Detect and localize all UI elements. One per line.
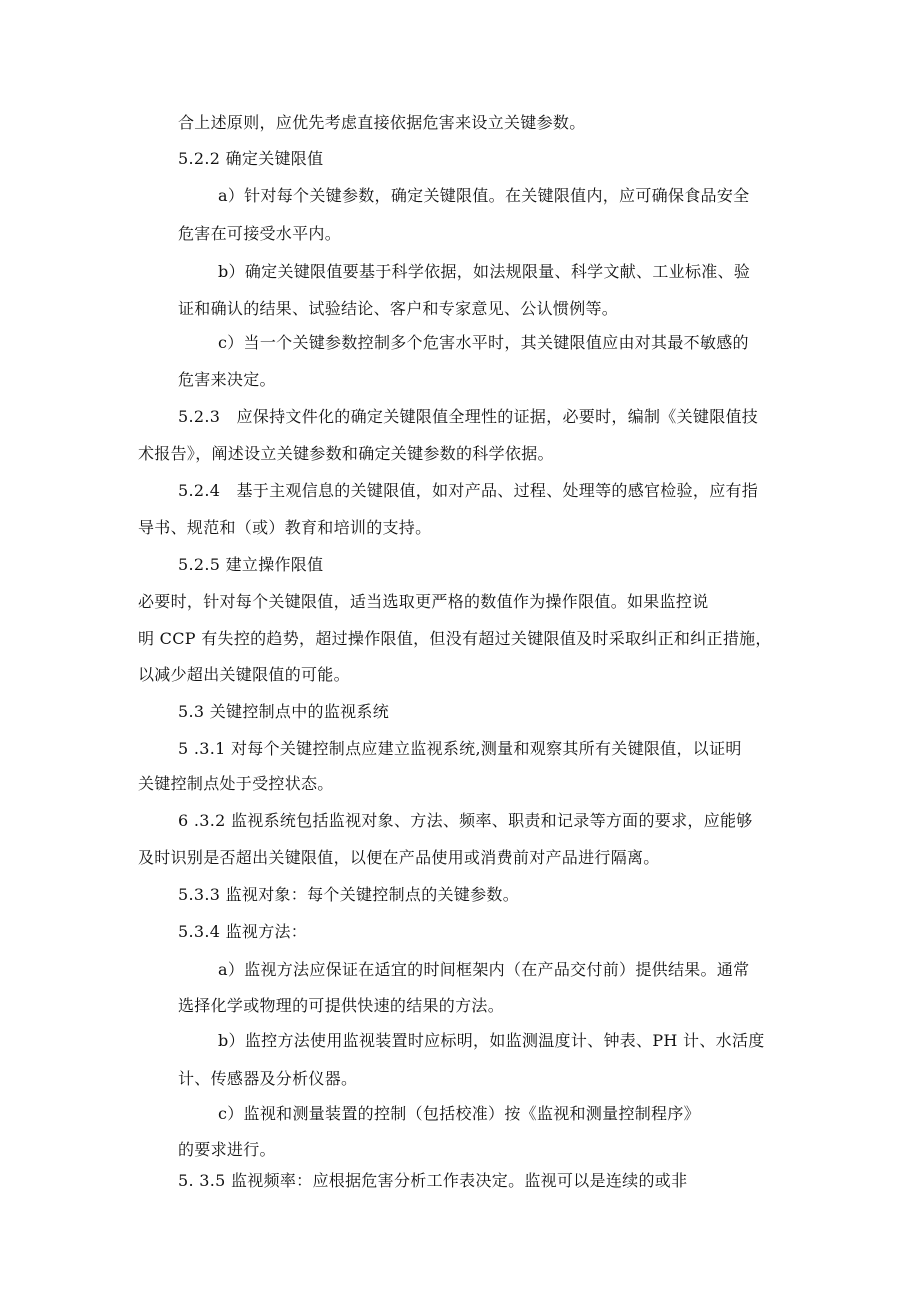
paragraph-line: 证和确认的结果、试验结论、客户和专家意见、公认惯例等。 xyxy=(178,299,619,318)
section-heading: 5.3 关键控制点中的监视系统 xyxy=(178,702,390,721)
paragraph-line: 计、传感器及分析仪器。 xyxy=(178,1069,358,1088)
paragraph-line: 危害来决定。 xyxy=(178,370,276,389)
paragraph-line: 明 CCP 有失控的趋势，超过操作限值，但没有超过关键限值及时采取纠正和纠正措施， xyxy=(138,629,772,648)
paragraph-line: 导书、规范和（或）教育和培训的支持。 xyxy=(138,518,432,537)
paragraph-line: c）当一个关键参数控制多个危害水平时，其关键限值应由对其最不敏感的 xyxy=(218,333,749,352)
paragraph-line: 6 .3.2 监视系统包括监视对象、方法、频率、职责和记录等方面的要求，应能够 xyxy=(178,811,753,830)
paragraph-line: 5 .3.1 对每个关键控制点应建立监视系统,测量和观察其所有关键限值，以证明 xyxy=(178,739,742,758)
section-heading: 5.3.4 监视方法： xyxy=(178,922,308,941)
paragraph-line: 5.3.3 监视对象：每个关键控制点的关键参数。 xyxy=(178,885,519,904)
paragraph-line: b）确定关键限值要基于科学依据，如法规限量、科学文献、工业标准、验 xyxy=(218,262,751,281)
paragraph-line: 必要时，针对每个关键限值，适当选取更严格的数值作为操作限值。如果监控说 xyxy=(138,592,709,611)
paragraph-line: 关键控制点处于受控状态。 xyxy=(138,774,334,793)
paragraph-line: c）监视和测量装置的控制（包括校准）按《监视和测量控制程序》 xyxy=(218,1104,700,1123)
paragraph-line: a）监视方法应保证在适宜的时间框架内（在产品交付前）提供结果。通常 xyxy=(218,960,750,979)
section-heading: 5.2.5 建立操作限值 xyxy=(178,555,324,574)
paragraph-line: 5.2.4 基于主观信息的关键限值，如对产品、过程、处理等的感官检验，应有指 xyxy=(178,481,759,500)
section-heading: 5.2.2 确定关键限值 xyxy=(178,149,324,168)
paragraph-line: 选择化学或物理的可提供快速的结果的方法。 xyxy=(178,996,505,1015)
paragraph-line: 及时识别是否超出关键限值，以便在产品使用或消费前对产品进行隔离。 xyxy=(138,848,660,867)
paragraph-line: 术报告》，阐述设立关键参数和确定关键参数的科学依据。 xyxy=(138,444,554,463)
paragraph-line: b）监控方法使用监视装置时应标明，如监测温度计、钟表、PH 计、水活度 xyxy=(218,1031,765,1050)
paragraph-line: 以减少超出关键限值的可能。 xyxy=(138,665,350,684)
paragraph-line: a）针对每个关键参数，确定关键限值。在关键限值内，应可确保食品安全 xyxy=(218,186,750,205)
paragraph-line: 合上述原则，应优先考虑直接依据危害来设立关键参数。 xyxy=(178,113,586,132)
paragraph-line: 5.2.3 应保持文件化的确定关键限值全理性的证据，必要时，编制《关键限值技 xyxy=(178,407,759,426)
paragraph-line: 的要求进行。 xyxy=(178,1140,276,1159)
paragraph-line: 5. 3.5 监视频率：应根据危害分析工作表决定。监视可以是连续的或非 xyxy=(178,1171,688,1190)
paragraph-line: 危害在可接受水平内。 xyxy=(178,224,342,243)
